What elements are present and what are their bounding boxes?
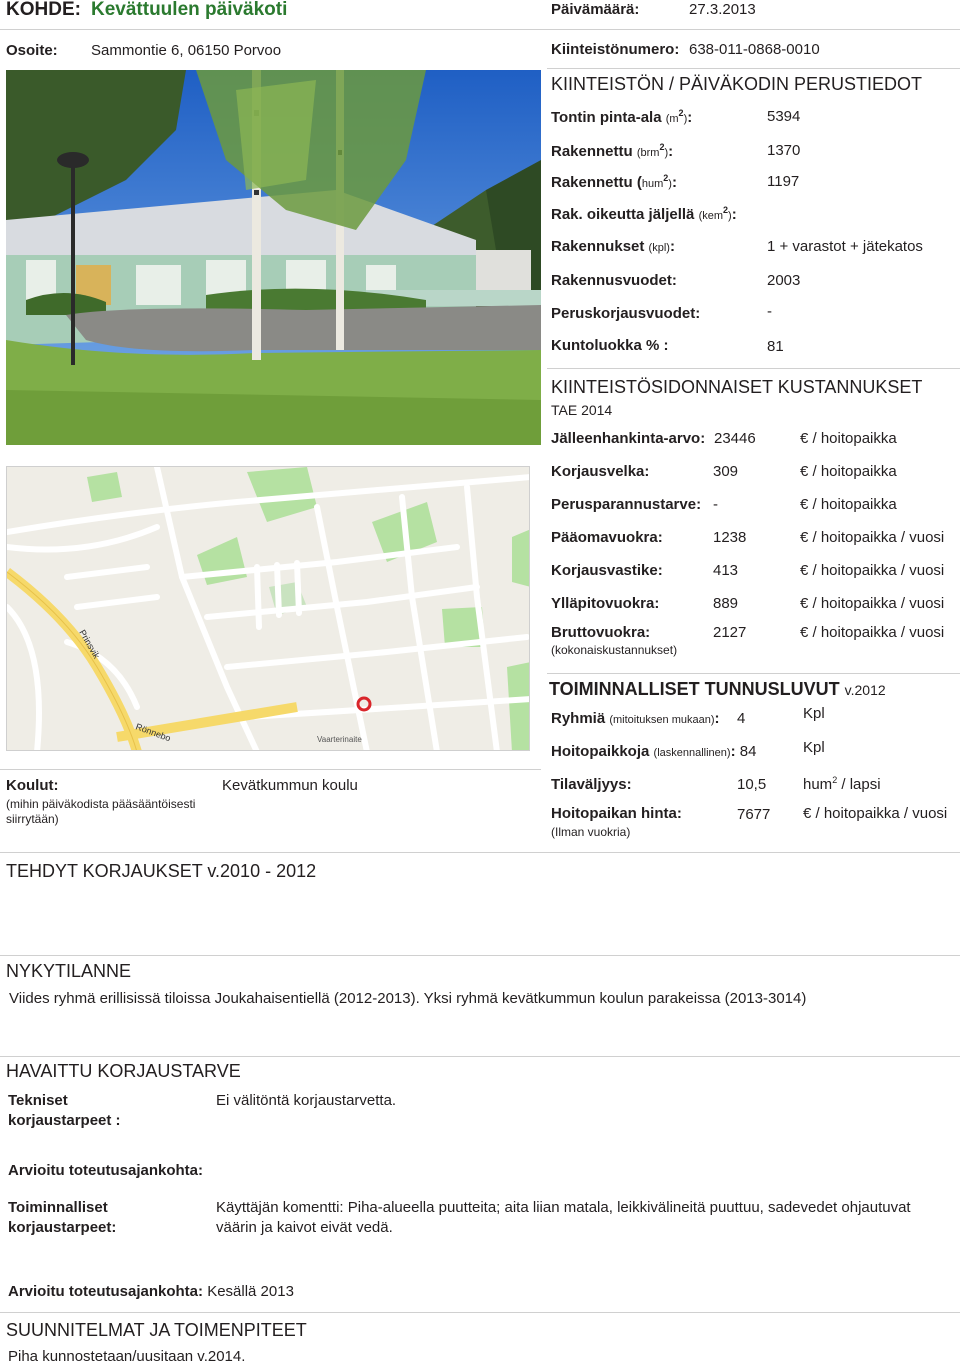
- tunnusluvut-divider: [547, 673, 960, 674]
- osoite-label: Osoite:: [6, 42, 58, 59]
- hoitopaikkoja-label: Hoitopaikkoja (laskennallinen): 84: [551, 743, 757, 760]
- rakennettu-brm-value: 1370: [767, 142, 801, 159]
- cost-row-label: Korjausvelka:: [551, 463, 650, 480]
- cost-row-unit: € / hoitopaikka: [800, 430, 897, 447]
- arvioitu-ajankohta-1-label: Arvioitu toteutusajankohta:: [8, 1162, 204, 1179]
- cost-row-unit: € / hoitopaikka / vuosi: [800, 529, 945, 546]
- kiinteistonumero-value: 638-011-0868-0010: [689, 41, 820, 58]
- hinta-label: Hoitopaikan hinta:: [551, 805, 682, 822]
- ryhmia-label: Ryhmiä (mitoituksen mukaan):: [551, 710, 720, 727]
- building-photo: [6, 70, 541, 445]
- cost-row-label: Bruttovuokra:: [551, 624, 651, 641]
- cost-row-label: Perusparannustarve:: [551, 496, 702, 513]
- arvioitu-ajankohta-2: Arvioitu toteutusajankohta: Kesällä 2013: [8, 1283, 294, 1300]
- tilavaljyys-label: Tilaväljyys:: [551, 776, 632, 793]
- koulut-label: Koulut:: [6, 777, 59, 794]
- kuntoluokka-value: 81: [767, 338, 784, 355]
- kohde-label: KOHDE:: [6, 0, 81, 20]
- rakennukset-label: Rakennukset (kpl):: [551, 238, 675, 255]
- hinta-unit: € / hoitopaikka / vuosi: [803, 805, 948, 822]
- perustiedot-divider: [547, 68, 960, 69]
- suunnitelmat-text: Piha kunnostetaan/uusitaan v.2014.: [8, 1348, 246, 1364]
- cost-row-value: 889: [713, 595, 739, 612]
- map-label-vaarterinaite: Vaarterinaite: [317, 735, 362, 744]
- cost-row-unit: € / hoitopaikka / vuosi: [800, 624, 945, 641]
- kustannukset-title: KIINTEISTÖSIDONNAISET KUSTANNUKSET: [551, 377, 923, 397]
- koulut-note: (mihin päiväkodista pääsääntöisesti siirrytään): [6, 797, 196, 826]
- map-label-ronnebo: Rönnebo: [134, 721, 173, 744]
- cost-row-label: Pääomavuokra:: [551, 529, 663, 546]
- location-map[interactable]: [6, 466, 530, 751]
- tunnusluvut-title: TOIMINNALLISET TUNNUSLUVUT v.2012: [549, 679, 886, 699]
- tekniset-value: Ei välitöntä korjaustarvetta.: [216, 1092, 397, 1109]
- cost-row-value: 413: [713, 562, 739, 579]
- rak-oikeutta-label: Rak. oikeutta jäljellä (kem$^2$):: [551, 205, 737, 223]
- korjaustarve-title: HAVAITTU KORJAUSTARVE: [6, 1061, 241, 1081]
- tontin-label: Tontin pinta-ala $(m^2)$:: [551, 108, 693, 126]
- nykytilanne-text: Viides ryhmä erillisissä tiloissa Joukahaisentiellä (2012-2013). Yksi ryhmä kevätkummun koulun parakeissa (2013-3014): [9, 990, 807, 1007]
- tilavaljyys-value: 10,5: [737, 776, 767, 793]
- header-divider: [0, 29, 960, 30]
- hoitopaikkoja-unit: Kpl: [803, 739, 825, 756]
- korjaustarve-divider: [0, 1056, 960, 1057]
- suunnitelmat-divider: [0, 1312, 960, 1313]
- map-label-prinsvik: Prinsvik: [77, 628, 102, 661]
- rakennusvuodet-value: 2003: [767, 272, 801, 289]
- korjaukset-divider: [0, 852, 960, 853]
- ryhmia-value: 4: [737, 710, 746, 727]
- nykytilanne-divider: [0, 955, 960, 956]
- tilavaljyys-unit: hum$^2$ / lapsi: [803, 775, 881, 793]
- toiminnalliset-label: Toiminnalliset korjaustarpeet:: [8, 1199, 117, 1236]
- cost-row-value: -: [713, 496, 718, 513]
- brutto-note: (kokonaiskustannukset): [551, 643, 678, 657]
- cost-row-value: 1238: [713, 529, 747, 546]
- tontin-value: 5394: [767, 108, 801, 125]
- cost-row-unit: € / hoitopaikka: [800, 463, 897, 480]
- hinta-note: (Ilman vuokria): [551, 825, 631, 839]
- cost-row-value: 23446: [714, 430, 756, 447]
- paivamaara-label: Päivämäärä:: [551, 1, 640, 18]
- cost-row-unit: € / hoitopaikka: [800, 496, 897, 513]
- rakennukset-value: 1 + varastot + jätekatos: [767, 238, 923, 255]
- cost-row-unit: € / hoitopaikka / vuosi: [800, 595, 945, 612]
- koulut-value: Kevätkummun koulu: [222, 777, 358, 794]
- kustannukset-subtitle: TAE 2014: [551, 402, 613, 418]
- kiinteistonumero-label: Kiinteistönumero:: [551, 41, 680, 58]
- perustiedot-title: KIINTEISTÖN / PÄIVÄKODIN PERUSTIEDOT: [551, 74, 923, 94]
- rakennusvuodet-label: Rakennusvuodet:: [551, 272, 677, 289]
- paivamaara-value: 27.3.2013: [689, 1, 756, 18]
- cost-row-value: 2127: [713, 624, 747, 641]
- suunnitelmat-title: SUUNNITELMAT JA TOIMENPITEET: [6, 1320, 307, 1340]
- rakennettu-hum-label: Rakennettu (hum$^2$):: [551, 173, 677, 191]
- peruskorjausvuodet-value: -: [767, 303, 772, 320]
- kustannukset-divider: [547, 368, 960, 369]
- cost-row-label: Ylläpitovuokra:: [551, 595, 660, 612]
- cost-row-label: Jälleenhankinta-arvo:: [551, 430, 706, 447]
- cost-row-value: 309: [713, 463, 739, 480]
- kohde-value: Kevättuulen päiväkoti: [91, 0, 288, 20]
- kuntoluokka-label: Kuntoluokka % :: [551, 337, 669, 354]
- hinta-value: 7677: [737, 806, 771, 823]
- rakennettu-hum-value: 1197: [767, 173, 800, 190]
- nykytilanne-title: NYKYTILANNE: [6, 961, 132, 981]
- cost-row-unit: € / hoitopaikka / vuosi: [800, 562, 945, 579]
- cost-row-label: Korjausvastike:: [551, 562, 663, 579]
- toiminnalliset-value: Käyttäjän komentti: Piha-alueella puutteita; aita liian matala, leikkivälineitä puuttuu, sadevedet ohjautuvat väärin ja kaivot eivät vedä.: [216, 1199, 911, 1236]
- koulut-divider: [0, 769, 541, 770]
- rakennettu-brm-label: Rakennettu (brm$^2$):: [551, 142, 674, 160]
- peruskorjausvuodet-label: Peruskorjausvuodet:: [551, 305, 701, 322]
- tekniset-label: Tekniset korjaustarpeet :: [8, 1092, 121, 1129]
- korjaukset-title: TEHDYT KORJAUKSET v.2010 - 2012: [6, 861, 317, 881]
- ryhmia-unit: Kpl: [803, 705, 825, 722]
- osoite-value: Sammontie 6, 06150 Porvoo: [91, 42, 282, 59]
